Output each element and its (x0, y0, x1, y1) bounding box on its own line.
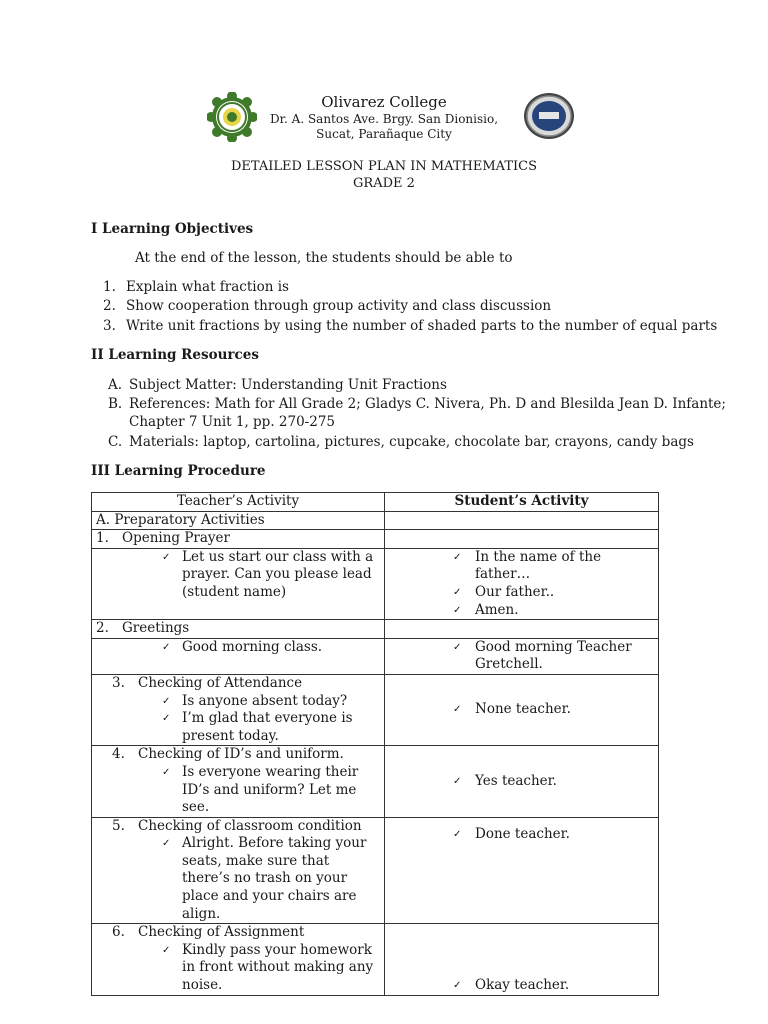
grade-level: GRADE 2 (353, 176, 415, 191)
step-number: 5. (112, 817, 125, 834)
check-icon: ✓ (162, 551, 171, 563)
lesson-plan-title: DETAILED LESSON PLAN IN MATHEMATICS (231, 159, 537, 174)
check-icon: ✓ (162, 695, 171, 707)
section-a-label: A. Preparatory Activities (92, 511, 385, 530)
resource-text: References: Math for All Grade 2; Gladys C. Nivera, Ph. D and Blesilda Jean D. Infante; (129, 396, 726, 412)
objective-text: Write unit fractions by using the number of shaded parts to the number of equal parts (126, 318, 718, 334)
objective-item (103, 298, 551, 314)
student-activity-header: Student’s Activity (385, 493, 659, 512)
teacher-line: ✓ I’m glad that everyone is present today. (162, 710, 353, 744)
college-name: Olivarez College (321, 93, 447, 111)
objective-number: 1. (103, 279, 116, 295)
step-title: Checking of ID’s and uniform. (138, 746, 344, 763)
teacher-activity-header: Teacher’s Activity (92, 493, 385, 512)
check-icon: ✓ (453, 604, 462, 616)
student-line: ✓ Done teacher. (453, 825, 570, 842)
step-title: Greetings (122, 620, 190, 637)
procedure-table (91, 492, 659, 996)
check-icon: ✓ (453, 980, 462, 992)
objective-item (103, 318, 717, 334)
step-title: Opening Prayer (122, 530, 230, 547)
check-icon: ✓ (162, 713, 171, 725)
step-row (92, 746, 659, 817)
step-title: Checking of Attendance (138, 674, 303, 691)
resource-item (108, 377, 447, 393)
objectives-heading: I Learning Objectives (91, 221, 254, 237)
check-icon: ✓ (453, 586, 462, 598)
resource-item (108, 396, 726, 412)
teacher-line: ✓ Alright. Before taking your seats, make sure that there’s no trash on your place and your chairs are align. (162, 835, 367, 922)
section-row (92, 511, 659, 530)
resource-letter: A. (108, 377, 123, 393)
teacher-line: ✓ Let us start our class with a prayer. Can you please lead (student name) (162, 548, 374, 600)
resource-letter: C. (108, 434, 123, 450)
student-line: ✓ Our father.. (453, 583, 555, 600)
objective-number: 3. (103, 318, 116, 334)
check-icon: ✓ (453, 551, 462, 563)
teacher-line: ✓ Is anyone absent today? (162, 692, 348, 709)
step-activity-row (92, 638, 659, 674)
objective-text: Show cooperation through group activity and class discussion (126, 298, 552, 314)
objective-item (103, 279, 289, 295)
teacher-line: ✓ Kindly pass your homework in front without making any noise. (162, 941, 374, 994)
check-icon: ✓ (162, 641, 171, 653)
resource-text-continued: Chapter 7 Unit 1, pp. 270-275 (129, 414, 335, 430)
objective-number: 2. (103, 298, 116, 314)
step-number: 1. (96, 530, 109, 547)
college-address-line2: Sucat, Parañaque City (316, 127, 452, 141)
check-icon: ✓ (453, 704, 462, 716)
objectives-intro: At the end of the lesson, the students should be able to (135, 250, 513, 266)
teacher-line: ✓ Good morning class. (162, 638, 323, 655)
check-icon: ✓ (162, 838, 171, 850)
step-row (92, 924, 659, 995)
student-line: ✓ Yes teacher. (453, 772, 557, 789)
resources-heading: II Learning Resources (91, 347, 259, 363)
check-icon: ✓ (453, 828, 462, 840)
table-header-row (92, 493, 659, 512)
step-title: Checking of classroom condition (138, 817, 362, 834)
resource-text: Subject Matter: Understanding Unit Fractions (129, 377, 447, 393)
resource-item (108, 434, 694, 450)
step-number: 6. (112, 924, 125, 941)
student-line: ✓ Okay teacher. (453, 977, 570, 994)
step-title-row (92, 620, 659, 639)
check-icon: ✓ (453, 641, 462, 653)
student-line: ✓ Amen. (453, 601, 519, 618)
step-title-row (92, 530, 659, 549)
procedure-heading: III Learning Procedure (91, 463, 266, 479)
check-icon: ✓ (162, 944, 171, 956)
student-line: ✓ Good morning Teacher Gretchell. (453, 638, 632, 673)
resource-text: Materials: laptop, cartolina, pictures, cupcake, chocolate bar, crayons, candy bags (129, 434, 694, 450)
step-number: 3. (112, 674, 125, 691)
college-address-line1: Dr. A. Santos Ave. Brgy. San Dionisio, (269, 112, 499, 126)
step-activity-row (92, 548, 659, 619)
teacher-line: ✓ Is everyone wearing their ID’s and uniform? Let me see. (162, 763, 359, 816)
student-line: ✓ In the name of the father… (453, 548, 602, 583)
check-icon: ✓ (453, 775, 462, 787)
step-number: 2. (96, 620, 109, 637)
step-row (92, 817, 659, 924)
step-title: Checking of Assignment (138, 924, 305, 941)
student-line: ✓ None teacher. (453, 701, 571, 718)
step-row (92, 674, 659, 745)
step-number: 4. (112, 746, 125, 763)
resource-letter: B. (108, 396, 123, 412)
objective-text: Explain what fraction is (126, 279, 289, 295)
check-icon: ✓ (162, 766, 171, 778)
